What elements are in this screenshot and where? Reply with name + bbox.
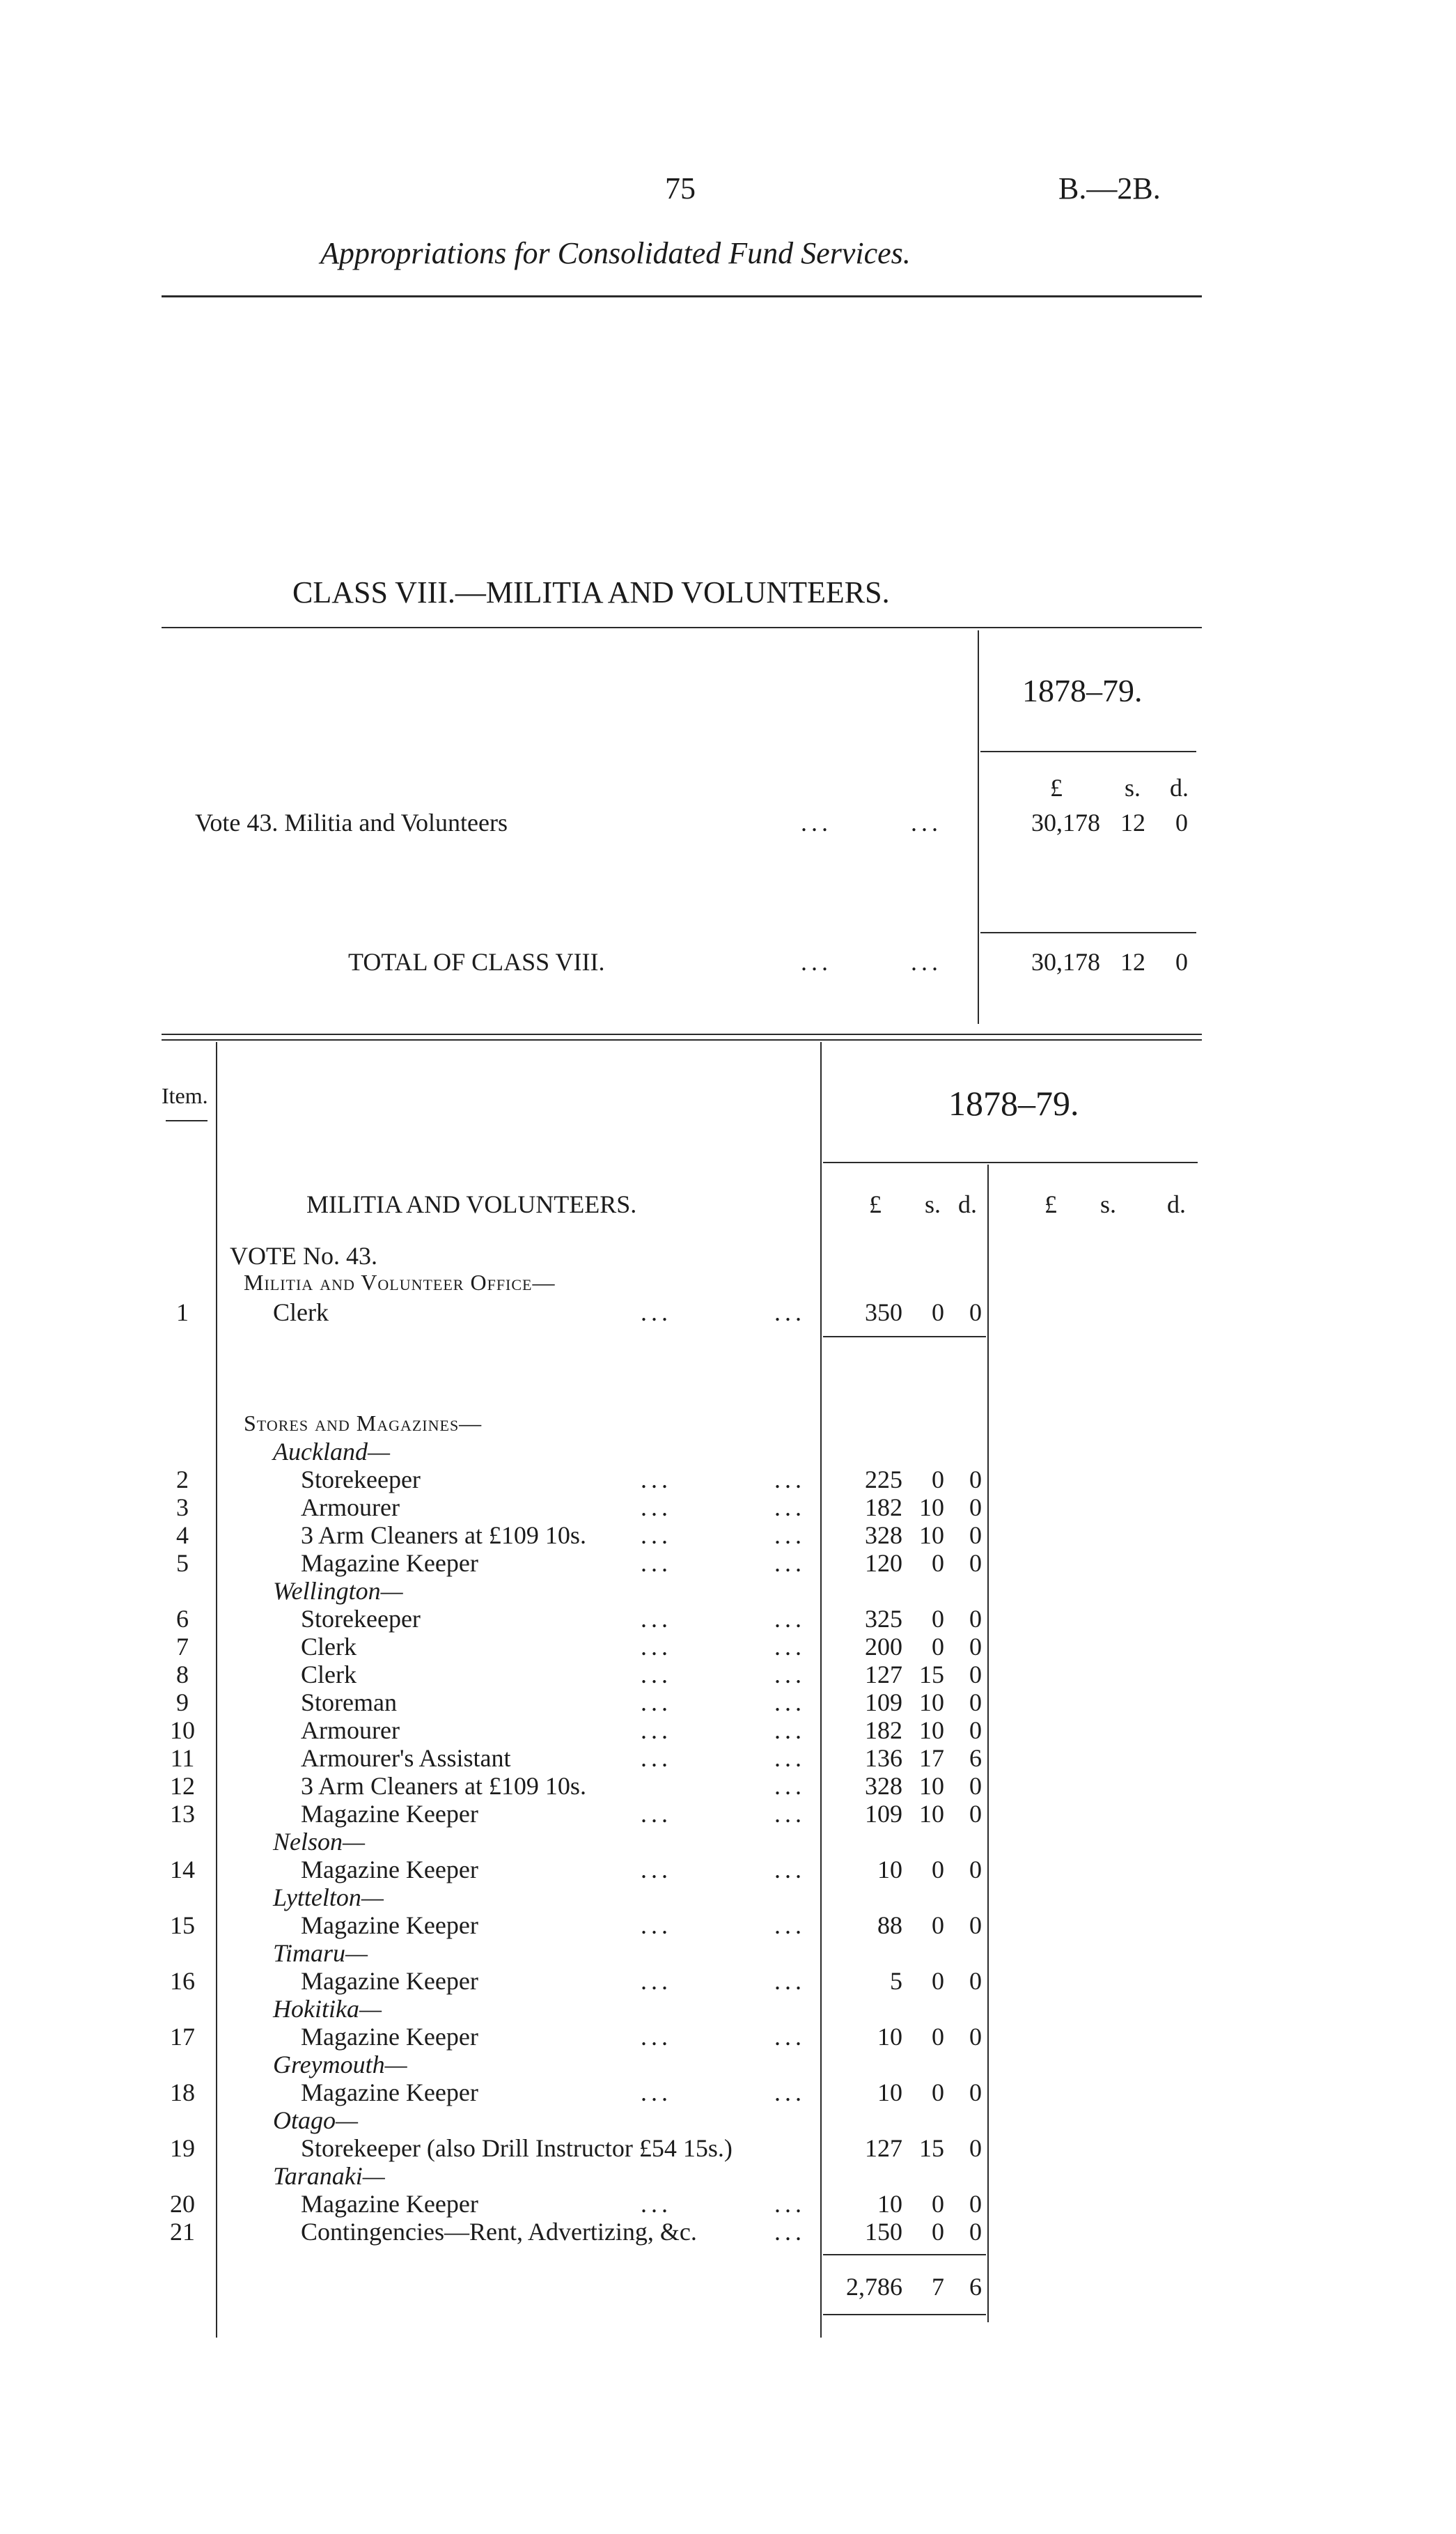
location-heading: Greymouth— xyxy=(273,2051,407,2078)
amount-pounds: 328 xyxy=(865,1772,902,1800)
leader-dots: ... xyxy=(641,1549,672,1577)
item-name: Clerk xyxy=(301,1633,357,1661)
leader-dots: ... xyxy=(774,1466,806,1493)
amount-pence: 0 xyxy=(969,1688,982,1716)
leader-dots: ... xyxy=(641,1521,672,1549)
location-heading: Lyttelton— xyxy=(273,1883,384,1911)
leader-dots: ... xyxy=(641,1967,672,1995)
page-title: Appropriations for Consolidated Fund Services. xyxy=(320,236,911,270)
amount-shillings: 0 xyxy=(932,1911,944,1939)
amount-pence: 0 xyxy=(969,2190,982,2218)
amount-pence: 0 xyxy=(969,2134,982,2162)
location-heading: Timaru— xyxy=(273,1939,368,1967)
item-name: Storekeeper xyxy=(301,1466,421,1493)
item-number: 1 xyxy=(176,1298,189,1326)
location-heading: Nelson— xyxy=(273,1828,366,1856)
detail-pound-symbol-1: £ xyxy=(869,1190,882,1218)
item-name: Clerk xyxy=(273,1298,329,1326)
amount-pence: 0 xyxy=(969,1967,982,1995)
item-number: 7 xyxy=(176,1633,189,1661)
item-name: Contingencies—Rent, Advertizing, &c. xyxy=(301,2218,697,2246)
amount-pence: 0 xyxy=(969,1298,982,1326)
item-name: Magazine Keeper xyxy=(301,1856,478,1883)
amount-shillings: 10 xyxy=(919,1772,944,1800)
amount-pounds: 10 xyxy=(877,2023,902,2051)
amount-pounds: 88 xyxy=(877,1911,902,1939)
location-heading: Hokitika— xyxy=(273,1995,382,2023)
amount-pounds: 200 xyxy=(865,1633,902,1661)
item-number: 5 xyxy=(176,1549,189,1577)
leader-dots: ... xyxy=(641,1661,672,1688)
leader-dots: ... xyxy=(774,1661,806,1688)
amount-pence: 0 xyxy=(969,1521,982,1549)
amount-shillings: 15 xyxy=(919,2134,944,2162)
item-number: 13 xyxy=(170,1800,195,1828)
item-name: Magazine Keeper xyxy=(301,1549,478,1577)
amount-pounds: 150 xyxy=(865,2218,902,2246)
leader-dots: ... xyxy=(641,2190,672,2218)
amount-pence: 0 xyxy=(969,1633,982,1661)
leader-dots: ... xyxy=(774,2078,806,2106)
leader-dots: ... xyxy=(641,1800,672,1828)
leader-dots: ... xyxy=(774,2190,806,2218)
header-rule xyxy=(162,295,1202,297)
subtotal-column-divider xyxy=(987,1165,989,2322)
amount-shillings: 0 xyxy=(932,1633,944,1661)
amount-pounds: 182 xyxy=(865,1493,902,1521)
document-reference: B.—2B. xyxy=(1058,171,1161,205)
leader-dots: ... xyxy=(641,1911,672,1939)
item-header-rule xyxy=(166,1120,208,1121)
item-name: Armourer's Assistant xyxy=(301,1744,511,1772)
bottom-rule xyxy=(823,2314,986,2315)
detail-shillings-symbol-2: s. xyxy=(1100,1190,1117,1218)
leader-dots: ... xyxy=(641,1298,672,1326)
amount-pence: 0 xyxy=(969,1716,982,1744)
leader-dots: ... xyxy=(774,1716,806,1744)
summary-year: 1878–79. xyxy=(1022,673,1143,708)
summary-year-rule xyxy=(980,751,1196,752)
item-number: 6 xyxy=(176,1605,189,1633)
item-name: 3 Arm Cleaners at £109 10s. xyxy=(301,1772,586,1800)
leader-dots: ... xyxy=(641,1493,672,1521)
vote-leader-1: ... xyxy=(801,809,832,837)
office-subtotal-rule xyxy=(823,1336,986,1337)
amount-pence: 0 xyxy=(969,1772,982,1800)
detail-year-rule xyxy=(823,1162,1198,1163)
amount-shillings: 0 xyxy=(932,2218,944,2246)
item-number: 2 xyxy=(176,1466,189,1493)
vote-amount-pounds: 30,178 xyxy=(1031,809,1100,837)
total-rule xyxy=(823,2254,986,2255)
amount-shillings: 10 xyxy=(919,1521,944,1549)
amount-pounds: 10 xyxy=(877,2078,902,2106)
leader-dots: ... xyxy=(641,1633,672,1661)
amount-shillings: 0 xyxy=(932,2023,944,2051)
amount-shillings: 0 xyxy=(932,1466,944,1493)
location-heading: Otago— xyxy=(273,2106,359,2134)
item-number: 17 xyxy=(170,2023,195,2051)
summary-pound-symbol: £ xyxy=(1050,774,1063,802)
amount-shillings: 10 xyxy=(919,1716,944,1744)
leader-dots: ... xyxy=(641,1605,672,1633)
total-label: TOTAL OF CLASS VIII. xyxy=(348,948,605,976)
item-name: Storekeeper xyxy=(301,1605,421,1633)
amount-pounds: 136 xyxy=(865,1744,902,1772)
leader-dots: ... xyxy=(641,1466,672,1493)
item-number: 11 xyxy=(170,1744,195,1772)
detail-pence-symbol-2: d. xyxy=(1167,1190,1186,1218)
summary-top-rule xyxy=(162,627,1202,628)
amount-pence: 0 xyxy=(969,1800,982,1828)
item-name: Armourer xyxy=(301,1716,400,1744)
amount-pence: 0 xyxy=(969,2078,982,2106)
leader-dots: ... xyxy=(774,1688,806,1716)
amount-shillings: 0 xyxy=(932,1549,944,1577)
vote-amount-shillings: 12 xyxy=(1120,809,1145,837)
leader-dots: ... xyxy=(641,2023,672,2051)
amount-pence: 0 xyxy=(969,1856,982,1883)
item-number: 10 xyxy=(170,1716,195,1744)
amount-shillings: 10 xyxy=(919,1688,944,1716)
total-amount-pence: 0 xyxy=(1175,948,1188,976)
item-number: 4 xyxy=(176,1521,189,1549)
item-name: Magazine Keeper xyxy=(301,1967,478,1995)
amount-shillings: 0 xyxy=(932,2078,944,2106)
leader-dots: ... xyxy=(641,2078,672,2106)
amount-shillings: 10 xyxy=(919,1493,944,1521)
amount-pence: 0 xyxy=(969,2023,982,2051)
leader-dots: ... xyxy=(774,1549,806,1577)
amount-pence: 0 xyxy=(969,2218,982,2246)
leader-dots: ... xyxy=(774,1744,806,1772)
total-leader-1: ... xyxy=(801,948,832,976)
item-number: 16 xyxy=(170,1967,195,1995)
item-name: Storekeeper (also Drill Instructor £54 15s.) xyxy=(301,2134,733,2162)
item-number: 18 xyxy=(170,2078,195,2106)
page-number: 75 xyxy=(665,171,696,205)
item-name: Clerk xyxy=(301,1661,357,1688)
amount-pounds: 109 xyxy=(865,1688,902,1716)
item-number: 14 xyxy=(170,1856,195,1883)
summary-column-divider xyxy=(978,630,979,1024)
item-name: Magazine Keeper xyxy=(301,2078,478,2106)
amount-pence: 0 xyxy=(969,1549,982,1577)
amount-pence: 6 xyxy=(969,1744,982,1772)
detail-top-rule-2 xyxy=(162,1039,1202,1041)
summary-total-rule xyxy=(980,932,1196,933)
vote-label: Vote 43. Militia and Volunteers xyxy=(195,809,508,837)
amount-pounds: 127 xyxy=(865,2134,902,2162)
item-column-header: Item. xyxy=(162,1083,208,1108)
total-amount-pounds: 30,178 xyxy=(1031,948,1100,976)
vote-number: VOTE No. 43. xyxy=(230,1242,377,1270)
item-name: Magazine Keeper xyxy=(301,2023,478,2051)
leader-dots: ... xyxy=(641,1716,672,1744)
leader-dots: ... xyxy=(641,1856,672,1883)
leader-dots: ... xyxy=(774,1605,806,1633)
amount-shillings: 0 xyxy=(932,2190,944,2218)
amount-pounds: 10 xyxy=(877,2190,902,2218)
office-heading: Militia and Volunteer Office— xyxy=(244,1270,556,1295)
amount-pence: 0 xyxy=(969,1661,982,1688)
amount-shillings: 10 xyxy=(919,1800,944,1828)
leader-dots: ... xyxy=(774,1633,806,1661)
location-heading: Wellington— xyxy=(273,1577,403,1605)
summary-pence-symbol: d. xyxy=(1170,774,1189,802)
leader-dots: ... xyxy=(641,1688,672,1716)
item-number: 12 xyxy=(170,1772,195,1800)
leader-dots: ... xyxy=(774,1911,806,1939)
detail-year: 1878–79. xyxy=(948,1084,1079,1123)
leader-dots: ... xyxy=(774,1493,806,1521)
amount-pounds: 182 xyxy=(865,1716,902,1744)
total-amount-shillings: 12 xyxy=(1120,948,1145,976)
total-leader-2: ... xyxy=(911,948,942,976)
grand-total-pounds: 2,786 xyxy=(846,2273,902,2301)
leader-dots: ... xyxy=(774,1298,806,1326)
amount-pounds: 10 xyxy=(877,1856,902,1883)
leader-dots: ... xyxy=(774,1800,806,1828)
item-name: Magazine Keeper xyxy=(301,1911,478,1939)
leader-dots: ... xyxy=(774,2023,806,2051)
item-number: 21 xyxy=(170,2218,195,2246)
leader-dots: ... xyxy=(774,1856,806,1883)
item-name: 3 Arm Cleaners at £109 10s. xyxy=(301,1521,586,1549)
leader-dots: ... xyxy=(774,1521,806,1549)
amount-pounds: 225 xyxy=(865,1466,902,1493)
amount-pounds: 120 xyxy=(865,1549,902,1577)
item-number: 3 xyxy=(176,1493,189,1521)
leader-dots: ... xyxy=(774,2218,806,2246)
item-name: Magazine Keeper xyxy=(301,2190,478,2218)
detail-pence-symbol-1: d. xyxy=(958,1190,977,1218)
amount-pounds: 350 xyxy=(865,1298,902,1326)
vote-leader-2: ... xyxy=(911,809,942,837)
leader-dots: ... xyxy=(641,1744,672,1772)
grand-total-shillings: 7 xyxy=(932,2273,944,2301)
location-heading: Taranaki— xyxy=(273,2162,385,2190)
item-number: 8 xyxy=(176,1661,189,1688)
detail-top-rule-1 xyxy=(162,1034,1202,1035)
amount-shillings: 0 xyxy=(932,1298,944,1326)
amount-pounds: 109 xyxy=(865,1800,902,1828)
item-column-divider xyxy=(216,1042,217,2338)
leader-dots: ... xyxy=(774,1967,806,1995)
amount-shillings: 0 xyxy=(932,1856,944,1883)
leader-dots: ... xyxy=(774,1772,806,1800)
item-number: 15 xyxy=(170,1911,195,1939)
item-number: 19 xyxy=(170,2134,195,2162)
detail-section-title: MILITIA AND VOLUNTEERS. xyxy=(306,1190,637,1218)
stores-heading: Stores and Magazines— xyxy=(244,1410,483,1436)
amount-pence: 0 xyxy=(969,1493,982,1521)
grand-total-pence: 6 xyxy=(969,2273,982,2301)
location-heading: Auckland— xyxy=(273,1438,390,1466)
amount-pence: 0 xyxy=(969,1466,982,1493)
item-name: Storeman xyxy=(301,1688,397,1716)
amount-pence: 0 xyxy=(969,1911,982,1939)
item-number: 20 xyxy=(170,2190,195,2218)
amount-shillings: 0 xyxy=(932,1967,944,1995)
amount-pounds: 127 xyxy=(865,1661,902,1688)
vote-amount-pence: 0 xyxy=(1175,809,1188,837)
amount-pounds: 328 xyxy=(865,1521,902,1549)
amount-shillings: 15 xyxy=(919,1661,944,1688)
detail-shillings-symbol-1: s. xyxy=(925,1190,941,1218)
item-number: 9 xyxy=(176,1688,189,1716)
amount-column-divider xyxy=(820,1042,822,2338)
amount-shillings: 17 xyxy=(919,1744,944,1772)
amount-pounds: 325 xyxy=(865,1605,902,1633)
amount-pounds: 5 xyxy=(890,1967,902,1995)
detail-pound-symbol-2: £ xyxy=(1044,1190,1057,1218)
amount-pence: 0 xyxy=(969,1605,982,1633)
summary-shillings-symbol: s. xyxy=(1125,774,1141,802)
amount-shillings: 0 xyxy=(932,1605,944,1633)
class-title: CLASS VIII.—MILITIA AND VOLUNTEERS. xyxy=(292,575,890,609)
item-name: Magazine Keeper xyxy=(301,1800,478,1828)
item-name: Armourer xyxy=(301,1493,400,1521)
